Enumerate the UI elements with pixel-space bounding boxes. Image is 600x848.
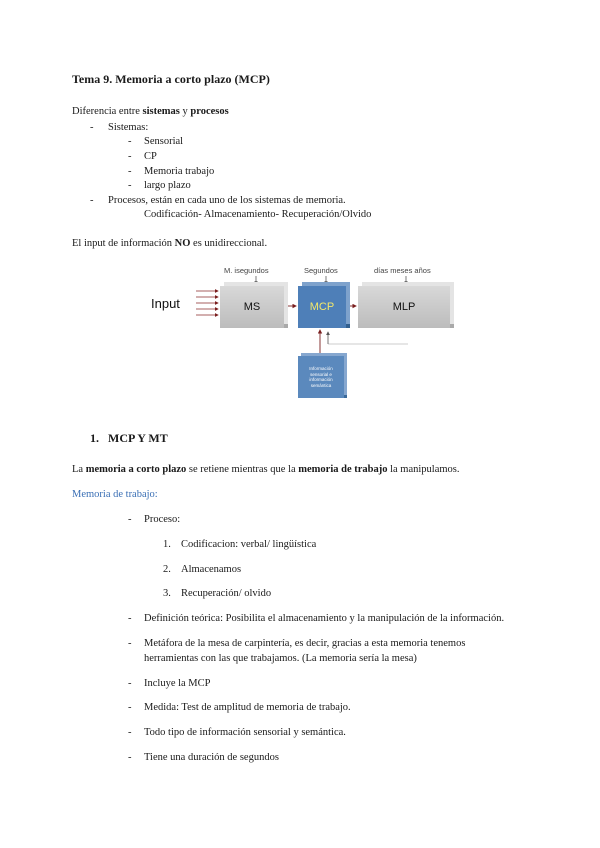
section-number: 1. bbox=[90, 431, 99, 445]
intro-line bbox=[72, 106, 229, 117]
input-sentence bbox=[72, 238, 267, 249]
list-dash: - bbox=[128, 180, 132, 191]
numbered-item: Almacenamos bbox=[181, 564, 242, 575]
list-dash: - bbox=[128, 613, 132, 624]
bullet-item: Incluye la MCP bbox=[144, 678, 211, 689]
list-dash: - bbox=[128, 702, 132, 713]
bullet-item: Tiene una duración de segundos bbox=[144, 752, 279, 763]
bullet-item: Medida: Test de amplitud de memoria de trabajo. bbox=[144, 702, 351, 713]
process-label: Proceso: bbox=[144, 514, 181, 525]
numbered-item: Recuperación/ olvido bbox=[181, 588, 272, 599]
input-label: Input bbox=[151, 296, 180, 311]
intro-bold-sistemas: sistemas bbox=[142, 106, 180, 117]
intro-prefix: Diferencia entre bbox=[72, 106, 143, 117]
list-item: Sensorial bbox=[144, 136, 184, 147]
box-mlp: MLP bbox=[358, 286, 450, 328]
list-item: largo plazo bbox=[144, 180, 191, 191]
list-dash: - bbox=[128, 638, 132, 649]
para-bold-mcp: memoria a corto plazo bbox=[85, 464, 187, 475]
intro-mid: y bbox=[179, 106, 191, 117]
bullet-item: Metáfora de la mesa de carpintería, es decir, gracias a esta memoria tenemos bbox=[144, 638, 466, 649]
intro-bold-procesos: procesos bbox=[190, 106, 229, 117]
list-item: Memoria trabajo bbox=[144, 166, 215, 177]
label-milisegundos: M. isegundos bbox=[224, 266, 269, 275]
processes-detail: Codificación- Almacenamiento- Recuperación/Olvido bbox=[144, 209, 372, 220]
list-dash: - bbox=[128, 514, 132, 525]
input-arrows bbox=[196, 291, 218, 315]
para-text: se retiene mientras que la bbox=[186, 464, 299, 475]
para-text: la manipulamos. bbox=[387, 464, 460, 475]
box-info-sensorial-semantica: Información sensorial e información semántica bbox=[298, 356, 344, 398]
bullet-item: Todo tipo de información sensorial y semántica. bbox=[144, 727, 346, 738]
list-dash: - bbox=[128, 151, 132, 162]
list-dash: - bbox=[128, 752, 132, 763]
input-sentence-suffix: es unidireccional. bbox=[190, 238, 268, 249]
list-dash: - bbox=[128, 678, 132, 689]
list-dash: - bbox=[128, 166, 132, 177]
input-sentence-bold: NO bbox=[174, 238, 191, 249]
mcp-mt-paragraph bbox=[72, 464, 460, 475]
box-mcp: MCP bbox=[298, 286, 346, 328]
numbered-index: 2. bbox=[163, 564, 171, 575]
list-item: Procesos, están en cada uno de los sistemas de memoria. bbox=[108, 195, 346, 206]
list-dash: - bbox=[90, 195, 94, 206]
numbered-index: 1. bbox=[163, 539, 171, 550]
memory-diagram bbox=[140, 262, 460, 404]
section-title: MCP Y MT bbox=[108, 431, 168, 445]
numbered-item: Codificacion: verbal/ lingüística bbox=[181, 539, 317, 550]
label-dias-meses-anos: días meses años bbox=[374, 266, 431, 275]
input-sentence-prefix: El input de información bbox=[72, 238, 175, 249]
numbered-index: 3. bbox=[163, 588, 171, 599]
list-dash: - bbox=[128, 136, 132, 147]
para-bold-mt: memoria de trabajo bbox=[298, 464, 388, 475]
list-item: Sistemas: bbox=[108, 122, 149, 133]
page-title: Tema 9. Memoria a corto plazo (MCP) bbox=[72, 72, 270, 86]
list-dash: - bbox=[90, 122, 94, 133]
box-ms: MS bbox=[220, 286, 284, 328]
subheading-memoria-trabajo: Memoria de trabajo: bbox=[72, 489, 158, 500]
label-segundos: Segundos bbox=[304, 266, 338, 275]
bullet-item: Definición teórica: Posibilita el almacenamiento y la manipulación de la información. bbox=[144, 613, 505, 624]
list-item: CP bbox=[144, 151, 157, 162]
bullet-item-continuation: herramientas con las que trabajamos. (La memoria sería la mesa) bbox=[144, 653, 417, 664]
list-dash: - bbox=[128, 727, 132, 738]
para-text: La bbox=[72, 464, 86, 475]
